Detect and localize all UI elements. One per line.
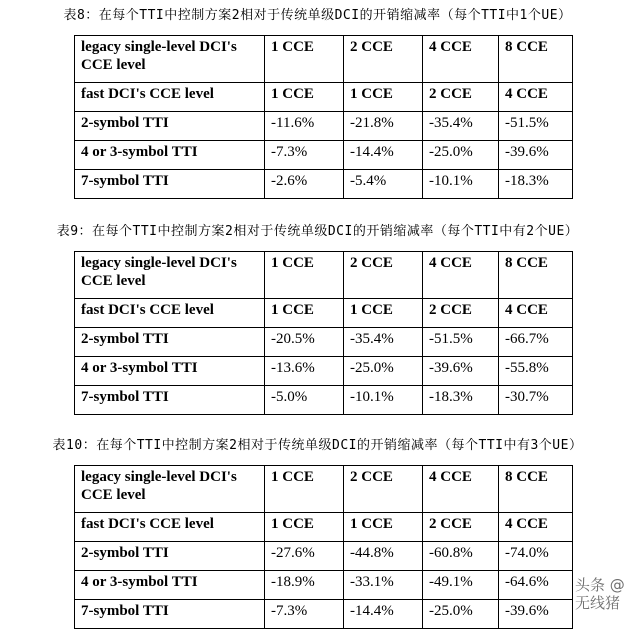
table-cell: 2 CCE bbox=[423, 299, 499, 328]
row-label: 7-symbol TTI bbox=[75, 600, 265, 629]
table-cell: 4 CCE bbox=[499, 83, 573, 112]
row-label: fast DCI's CCE level bbox=[75, 513, 265, 542]
row-label: 4 or 3-symbol TTI bbox=[75, 141, 265, 170]
table-row bbox=[75, 542, 573, 571]
table-cell: -44.8% bbox=[344, 542, 423, 571]
table-cell: -18.9% bbox=[265, 571, 344, 600]
table-row bbox=[75, 170, 573, 199]
table-cell: 8 CCE bbox=[499, 36, 573, 83]
table-cell: -64.6% bbox=[499, 571, 573, 600]
table-row bbox=[75, 513, 573, 542]
table-row bbox=[75, 141, 573, 170]
table-row bbox=[75, 252, 573, 299]
table-cell: -74.0% bbox=[499, 542, 573, 571]
watermark: 头条 @无线猪 bbox=[575, 576, 625, 612]
table-cell: -51.5% bbox=[423, 328, 499, 357]
table-cell: -14.4% bbox=[344, 600, 423, 629]
table-cell: -60.8% bbox=[423, 542, 499, 571]
table-caption: 表10：在每个TTI中控制方案2相对于传统单级DCI的开销缩减率（每个TTI中有3个UE） bbox=[52, 438, 583, 453]
row-label: 2-symbol TTI bbox=[75, 328, 265, 357]
table-cell: 1 CCE bbox=[265, 299, 344, 328]
table-cell: -10.1% bbox=[344, 386, 423, 415]
table-caption: 表9：在每个TTI中控制方案2相对于传统单级DCI的开销缩减率（每个TTI中有2个UE） bbox=[56, 224, 579, 239]
table-cell: -7.3% bbox=[265, 141, 344, 170]
row-label: 7-symbol TTI bbox=[75, 170, 265, 199]
row-label: 4 or 3-symbol TTI bbox=[75, 357, 265, 386]
table-cell: -5.4% bbox=[344, 170, 423, 199]
table-cell: 2 CCE bbox=[423, 83, 499, 112]
table-cell: 1 CCE bbox=[344, 513, 423, 542]
table-cell: 1 CCE bbox=[344, 299, 423, 328]
table-row bbox=[75, 600, 573, 629]
table-cell: 1 CCE bbox=[265, 513, 344, 542]
table-cell: 1 CCE bbox=[265, 466, 344, 513]
table-cell: 4 CCE bbox=[499, 299, 573, 328]
table-row bbox=[75, 571, 573, 600]
row-label: 2-symbol TTI bbox=[75, 112, 265, 141]
table-cell: -35.4% bbox=[344, 328, 423, 357]
table-row bbox=[75, 466, 573, 513]
table-cell: 2 CCE bbox=[344, 36, 423, 83]
table-cell: 4 CCE bbox=[499, 513, 573, 542]
row-label: 7-symbol TTI bbox=[75, 386, 265, 415]
overhead-table bbox=[74, 465, 573, 629]
table-cell: 1 CCE bbox=[265, 83, 344, 112]
table-cell: -21.8% bbox=[344, 112, 423, 141]
overhead-table bbox=[74, 251, 573, 415]
table-cell: -14.4% bbox=[344, 141, 423, 170]
table-cell: -27.6% bbox=[265, 542, 344, 571]
table-cell: -18.3% bbox=[423, 386, 499, 415]
overhead-table bbox=[74, 35, 573, 199]
table-cell: 1 CCE bbox=[265, 36, 344, 83]
table-cell: 4 CCE bbox=[423, 252, 499, 299]
table-cell: -2.6% bbox=[265, 170, 344, 199]
table-row bbox=[75, 83, 573, 112]
table-row bbox=[75, 299, 573, 328]
table-cell: -33.1% bbox=[344, 571, 423, 600]
table-cell: -35.4% bbox=[423, 112, 499, 141]
table-cell: -55.8% bbox=[499, 357, 573, 386]
table-row bbox=[75, 112, 573, 141]
table-cell: -25.0% bbox=[344, 357, 423, 386]
table-cell: 2 CCE bbox=[344, 466, 423, 513]
table-cell: 8 CCE bbox=[499, 252, 573, 299]
table-cell: -11.6% bbox=[265, 112, 344, 141]
table-cell: -66.7% bbox=[499, 328, 573, 357]
table-cell: -39.6% bbox=[499, 600, 573, 629]
table-cell: -7.3% bbox=[265, 600, 344, 629]
row-label: 2-symbol TTI bbox=[75, 542, 265, 571]
table-cell: -25.0% bbox=[423, 600, 499, 629]
table-cell: -49.1% bbox=[423, 571, 499, 600]
row-label: legacy single-level DCI's CCE level bbox=[75, 36, 265, 83]
row-label: fast DCI's CCE level bbox=[75, 299, 265, 328]
row-label: 4 or 3-symbol TTI bbox=[75, 571, 265, 600]
row-label: fast DCI's CCE level bbox=[75, 83, 265, 112]
table-cell: -18.3% bbox=[499, 170, 573, 199]
row-label: legacy single-level DCI's CCE level bbox=[75, 252, 265, 299]
table-cell: -20.5% bbox=[265, 328, 344, 357]
table-row bbox=[75, 357, 573, 386]
row-label: legacy single-level DCI's CCE level bbox=[75, 466, 265, 513]
table-cell: 1 CCE bbox=[265, 252, 344, 299]
table-cell: -5.0% bbox=[265, 386, 344, 415]
table-cell: 4 CCE bbox=[423, 36, 499, 83]
table-row bbox=[75, 36, 573, 83]
table-cell: -30.7% bbox=[499, 386, 573, 415]
table-row bbox=[75, 328, 573, 357]
table-cell: -13.6% bbox=[265, 357, 344, 386]
table-caption: 表8：在每个TTI中控制方案2相对于传统单级DCI的开销缩减率（每个TTI中1个UE） bbox=[63, 8, 572, 23]
table-cell: -10.1% bbox=[423, 170, 499, 199]
table-cell: -39.6% bbox=[423, 357, 499, 386]
table-cell: -51.5% bbox=[499, 112, 573, 141]
table-cell: 4 CCE bbox=[423, 466, 499, 513]
table-cell: 2 CCE bbox=[344, 252, 423, 299]
table-cell: -39.6% bbox=[499, 141, 573, 170]
table-cell: 1 CCE bbox=[344, 83, 423, 112]
table-cell: -25.0% bbox=[423, 141, 499, 170]
table-cell: 8 CCE bbox=[499, 466, 573, 513]
table-cell: 2 CCE bbox=[423, 513, 499, 542]
table-row bbox=[75, 386, 573, 415]
